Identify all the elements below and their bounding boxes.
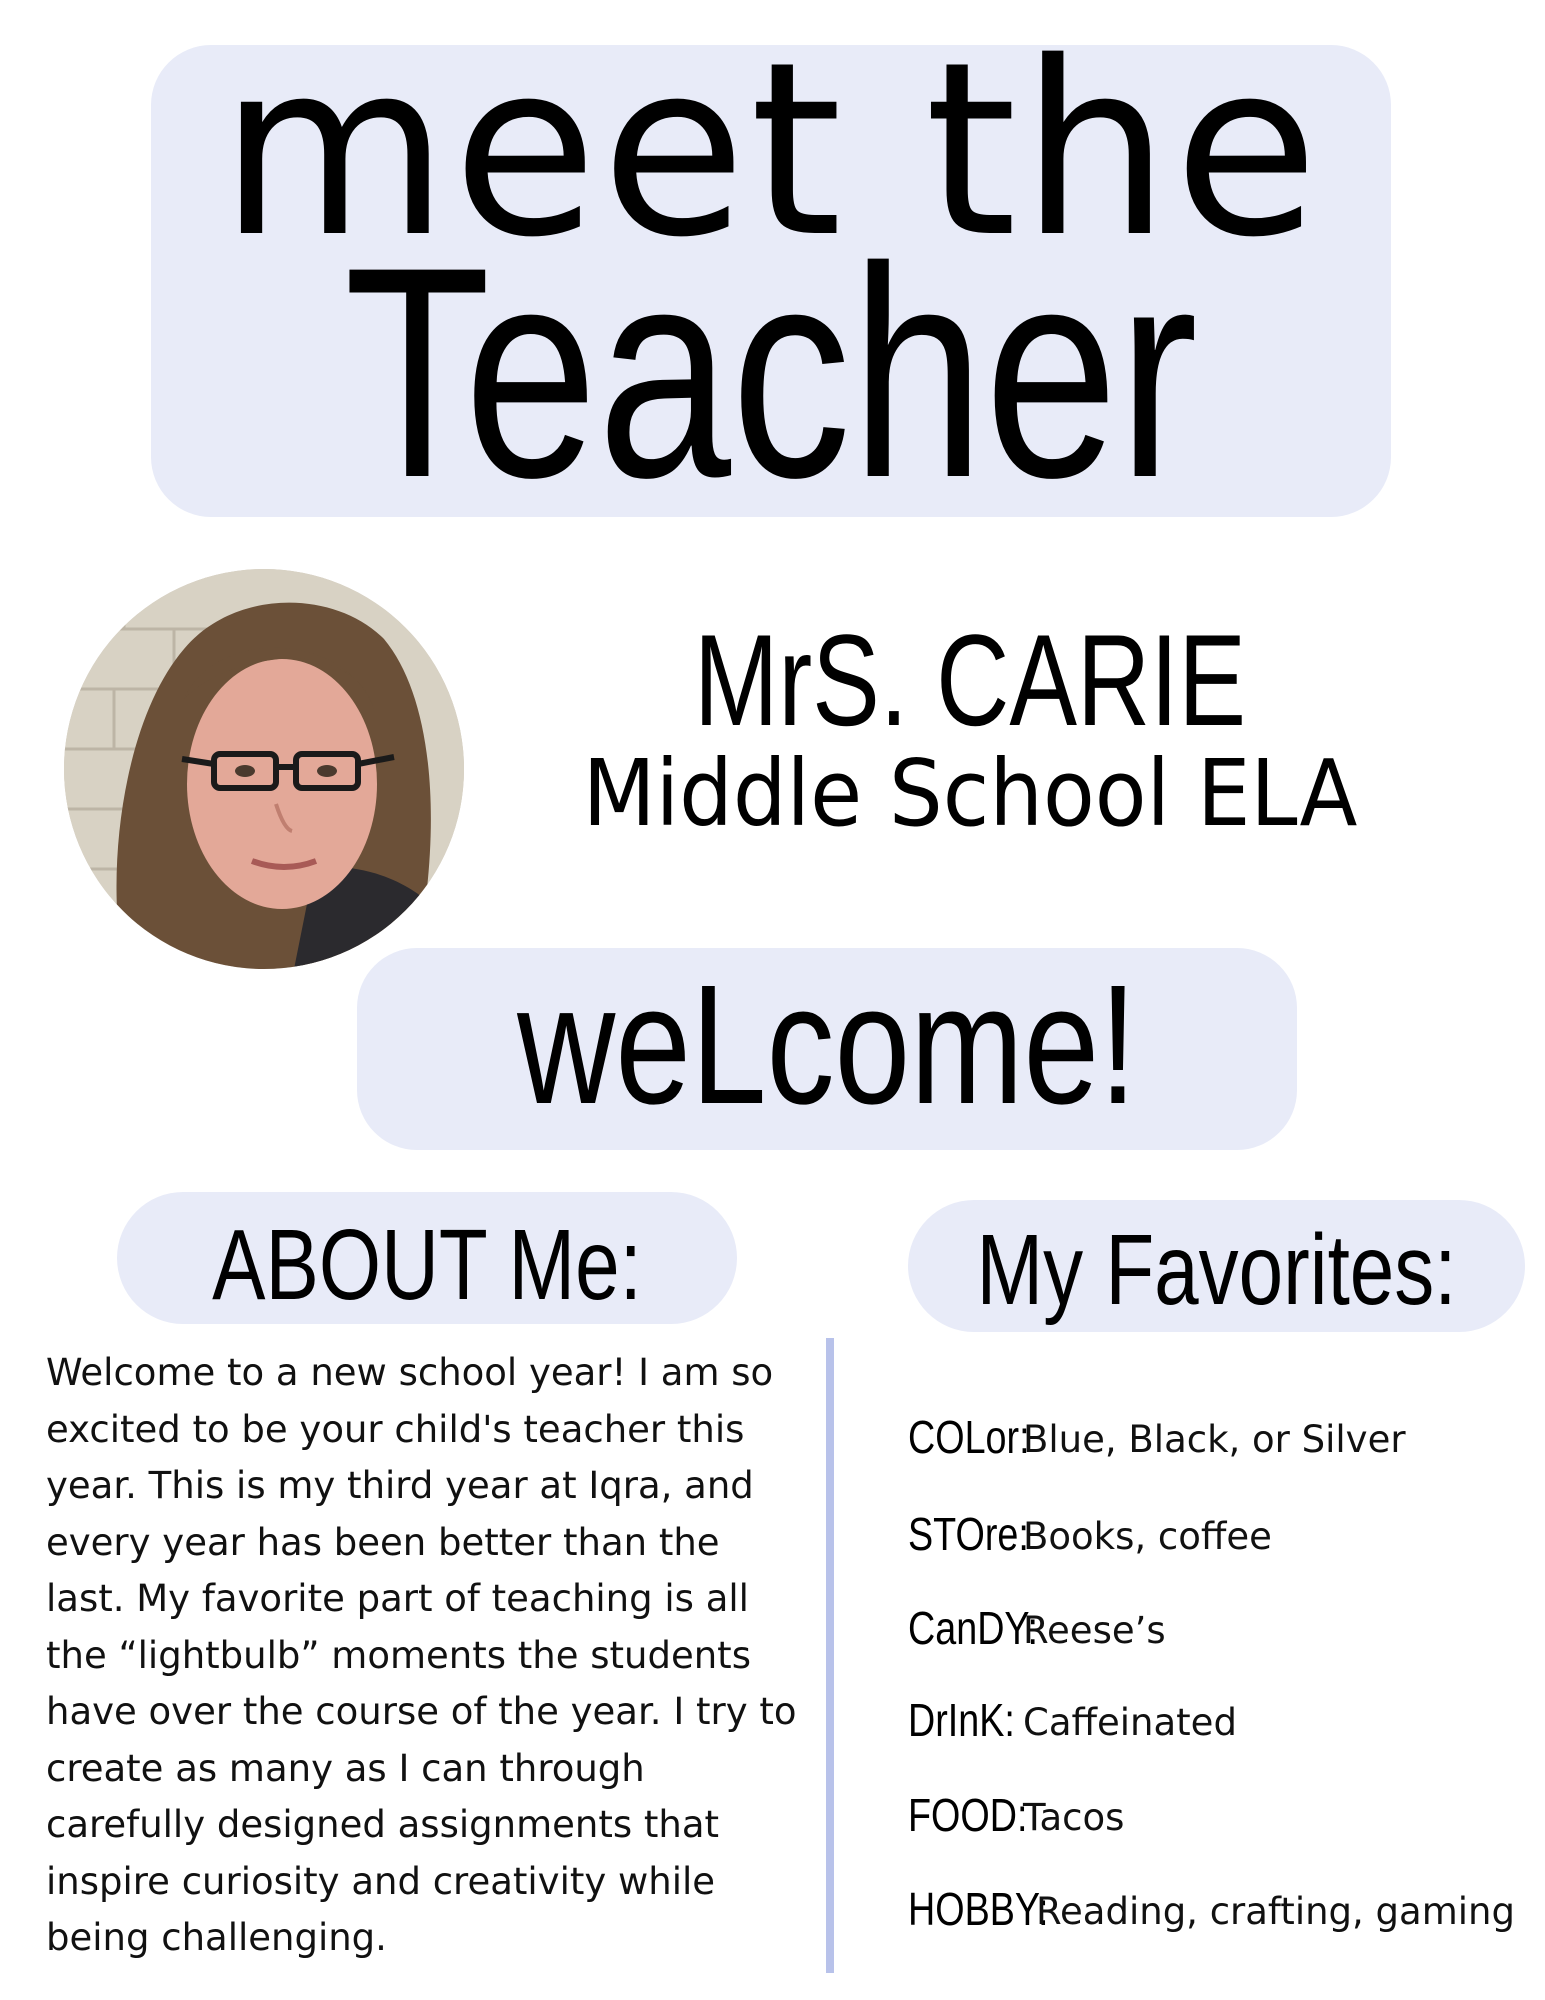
favorite-label: DrInK:: [908, 1694, 1015, 1746]
teacher-photo: [64, 569, 464, 969]
column-divider: [826, 1338, 834, 1973]
favorite-label: COLor:: [908, 1411, 1030, 1463]
teacher-portrait-image: [64, 569, 464, 969]
title-teacher: Teacher: [344, 204, 1198, 540]
favorite-drink: [908, 1693, 1538, 1747]
favorite-value: Reading, crafting, gaming: [1036, 1890, 1515, 1933]
about-me-text: Welcome to a new school year! I am so excited to be your child's teacher this year. This is my third year at Iqra, and every year has been better than the last. My favorite part of teaching is all the “lightbulb” moments the students have over the course of the year. I try to create as many as I can through carefully designed assignments that inspire curiosity and creativity while being challenging.: [46, 1351, 797, 1959]
favorite-store: [908, 1507, 1538, 1561]
title-meet-the: meet the: [219, 10, 1323, 290]
favorite-candy: [908, 1601, 1538, 1655]
favorite-food: [908, 1788, 1538, 1842]
favorite-color: [908, 1410, 1538, 1464]
teacher-subject: Middle School ELA: [582, 740, 1358, 847]
favorites-heading: My Favorites:: [976, 1214, 1457, 1326]
favorite-label: HOBBY:: [908, 1883, 1049, 1935]
favorite-value: Books, coffee: [1023, 1515, 1272, 1558]
about-me-heading: ABOUT Me:: [212, 1209, 642, 1321]
favorite-value: Reese’s: [1023, 1609, 1166, 1652]
welcome-heading: weLcome!: [517, 950, 1137, 1140]
favorite-value: Tacos: [1023, 1796, 1125, 1839]
favorite-label: STOre:: [908, 1508, 1029, 1560]
favorite-hobby: [908, 1882, 1538, 1936]
favorite-label: CanDY:: [908, 1602, 1038, 1654]
favorite-value: Caffeinated: [1023, 1701, 1237, 1744]
teacher-name: MrS. CARIE: [693, 607, 1247, 753]
favorite-label: FOOD:: [908, 1789, 1028, 1841]
favorite-value: Blue, Black, or Silver: [1023, 1418, 1406, 1461]
